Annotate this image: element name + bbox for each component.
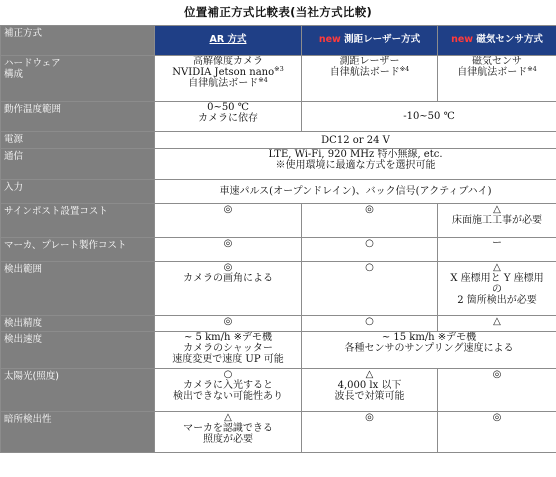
- ar-range-rating: ◎: [223, 262, 233, 273]
- column-header-ar: [155, 26, 302, 56]
- row-label-hardware: [1, 56, 155, 102]
- column-header-magnetic: [438, 26, 556, 56]
- row-detection-speed: [1, 332, 556, 369]
- ar-hardware-jetson: NVIDIA Jetson nano: [172, 67, 275, 78]
- cell-dark-ar: [155, 412, 302, 453]
- row-label-hardware-line2: 構成: [4, 69, 24, 80]
- cell-hardware-magnetic: [438, 56, 556, 102]
- cell-signpost-laser: ◎: [302, 204, 438, 238]
- row-label-temperature: 動作温度範囲: [1, 102, 155, 132]
- cell-temperature-other: -10~50 ℃: [302, 102, 556, 132]
- column-header-ar-label: AR 方式: [209, 34, 247, 45]
- cell-sunlight-magnetic: ◎: [438, 369, 556, 412]
- row-label-detection-speed: 検出速度: [1, 332, 155, 369]
- row-hardware: [1, 56, 556, 102]
- new-badge-magnetic: new: [451, 34, 474, 45]
- magnetic-hardware-board-note: ※4: [527, 65, 537, 73]
- row-accuracy: [1, 316, 556, 332]
- ar-dark-note-1: マーカを認識できる: [183, 423, 273, 434]
- cell-sunlight-laser: [302, 369, 438, 412]
- cell-temperature-ar: [155, 102, 302, 132]
- magnetic-signpost-rating: △: [493, 204, 501, 215]
- cell-speed-ar: [155, 332, 302, 369]
- laser-hardware-board-note: ※4: [399, 65, 410, 73]
- cell-accuracy-laser: ○: [302, 316, 438, 332]
- ar-speed-note-2: 速度変更で速度 UP 可能: [172, 354, 284, 365]
- other-speed-note: 各種センサのサンプリング速度による: [344, 343, 514, 354]
- row-marker-cost: [1, 238, 556, 262]
- row-label-hardware-line1: ハードウェア: [4, 58, 61, 69]
- cell-speed-other: [302, 332, 556, 369]
- row-label-method: 補正方式: [1, 26, 155, 56]
- magnetic-range-note-1: X 座標用と Y 座標用: [450, 273, 544, 284]
- comparison-table: [0, 25, 556, 453]
- header-row: [1, 26, 556, 56]
- other-speed-limit: ~ 15 km/h ※デモ機: [381, 332, 477, 343]
- ar-range-note: カメラの画角による: [183, 273, 273, 284]
- cell-dark-magnetic: ◎: [438, 412, 556, 453]
- cell-hardware-laser: [302, 56, 438, 102]
- cell-dark-laser: ◎: [302, 412, 438, 453]
- cell-marker-laser: ○: [302, 238, 438, 262]
- cell-range-magnetic: [438, 262, 556, 316]
- row-label-marker-cost: マーカ、プレート製作コスト: [1, 238, 155, 262]
- laser-sunlight-note-2: 波長で対策可能: [334, 391, 405, 402]
- laser-hardware-sensor: 測距レーザー: [339, 56, 400, 67]
- magnetic-range-note-2: の: [492, 284, 502, 295]
- new-badge-laser: new: [318, 34, 341, 45]
- row-label-dark-detection: 暗所検出性: [1, 412, 155, 453]
- ar-temperature-range: 0~50 ℃: [207, 102, 249, 113]
- page-title: 位置補正方式比較表(当社方式比較): [183, 5, 373, 19]
- row-label-accuracy: 検出精度: [1, 316, 155, 332]
- ar-speed-limit: ~ 5 km/h ※デモ機: [183, 332, 272, 343]
- row-temperature: [1, 102, 556, 132]
- communication-methods: LTE, Wi-Fi, 920 MHz 特小無線, etc.: [268, 149, 443, 160]
- row-sunlight: [1, 369, 556, 412]
- row-label-input: 入力: [1, 180, 155, 204]
- ar-hardware-board-note: ※4: [258, 76, 268, 84]
- column-header-magnetic-label: 磁気センサ方式: [476, 34, 543, 45]
- laser-sunlight-note-1: 4,000 lx 以下: [337, 380, 402, 391]
- row-input: [1, 180, 556, 204]
- cell-power: DC12 or 24 V: [155, 132, 556, 149]
- magnetic-range-note-3: 2 箇所検出が必要: [457, 295, 537, 306]
- cell-range-laser: ○: [302, 262, 438, 316]
- row-label-sunlight: 太陽光(照度): [1, 369, 155, 412]
- magnetic-range-rating: △: [493, 262, 501, 273]
- magnetic-hardware-board: 自律航法ボード: [457, 67, 528, 78]
- cell-marker-magnetic: ー: [438, 238, 556, 262]
- row-label-detection-range: 検出範囲: [1, 262, 155, 316]
- ar-dark-note-2: 照度が必要: [203, 434, 253, 445]
- ar-sunlight-note-2: 検出できない可能性あり: [173, 391, 283, 402]
- cell-sunlight-ar: [155, 369, 302, 412]
- laser-hardware-board: 自律航法ボード: [329, 67, 400, 78]
- row-dark-detection: [1, 412, 556, 453]
- cell-signpost-ar: ◎: [155, 204, 302, 238]
- ar-hardware-jetson-note: ※3: [274, 65, 284, 73]
- cell-input: 車速パルス(オープンドレイン)、バック信号(アクティブハイ): [155, 180, 556, 204]
- column-header-laser-label: 測距レーザー方式: [344, 34, 421, 45]
- cell-range-ar: [155, 262, 302, 316]
- row-communication: [1, 149, 556, 180]
- row-label-signpost-cost: サインポスト設置コスト: [1, 204, 155, 238]
- cell-signpost-magnetic: [438, 204, 556, 238]
- communication-note: ※使用環境に最適な方式を選択可能: [275, 160, 436, 171]
- magnetic-signpost-note: 床面施工工事が必要: [452, 215, 542, 226]
- ar-hardware-board: 自律航法ボード: [188, 78, 259, 89]
- ar-sunlight-rating: ○: [223, 369, 233, 380]
- ar-sunlight-note-1: カメラに入光すると: [183, 380, 273, 391]
- row-detection-range: [1, 262, 556, 316]
- column-header-laser: [302, 26, 438, 56]
- row-label-power: 電源: [1, 132, 155, 149]
- cell-marker-ar: ◎: [155, 238, 302, 262]
- laser-sunlight-rating: △: [365, 369, 374, 380]
- row-signpost-cost: [1, 204, 556, 238]
- cell-hardware-ar: [155, 56, 302, 102]
- magnetic-hardware-sensor: 磁気センサ: [472, 56, 522, 67]
- ar-hardware-camera: 高解像度カメラ: [193, 56, 263, 67]
- row-power: [1, 132, 556, 149]
- row-label-communication: 通信: [1, 149, 155, 180]
- ar-temperature-note: カメラに依存: [198, 113, 258, 124]
- ar-speed-note-1: カメラのシャッター: [183, 343, 273, 354]
- cell-accuracy-ar: ◎: [155, 316, 302, 332]
- cell-accuracy-magnetic: △: [438, 316, 556, 332]
- ar-dark-rating: △: [224, 412, 232, 423]
- cell-communication: [155, 149, 556, 180]
